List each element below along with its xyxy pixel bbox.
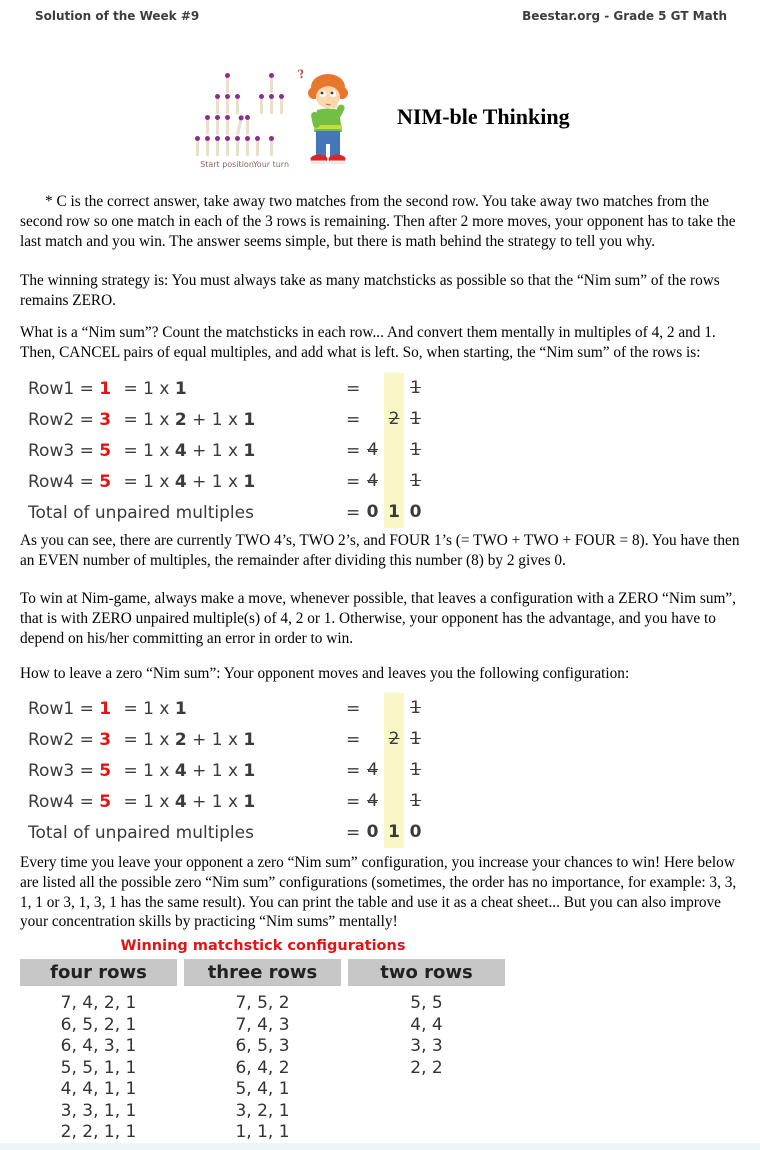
total-fours: 0 [366,502,379,522]
configuration-cell: 3, 3, 1, 1 [60,1100,137,1121]
expr-text: 1 x [143,440,175,461]
table-title: Winning matchstick configurations [120,938,406,954]
equals-sign: = [118,378,144,399]
configuration-cell: 3, 2, 1 [235,1100,290,1121]
fours-cell: 4 [367,760,378,780]
matchstick-icon [260,98,263,114]
multiple-value: 1 [243,791,256,812]
configuration-cell: 7, 4, 3 [235,1014,290,1035]
ones-cell: 1 [410,471,421,491]
total-ones: 0 [409,502,422,522]
expr-text: + 1 x [186,760,244,781]
row-count: 5 [99,791,112,812]
matchstick-icon [196,140,199,156]
total-label-text: Total of unpaired multiples [28,822,254,843]
nim-row-1 [28,373,473,404]
multiple-value: 2 [174,729,187,750]
nim-cancel-columns [346,373,424,404]
configuration-cell: 5, 5, 1, 1 [60,1057,137,1078]
fours-cell: 4 [367,440,378,460]
multiple-value: 2 [174,409,187,430]
column-header: two rows [348,959,505,986]
nim-cancel-columns [346,786,424,817]
equals-sign: = [346,729,361,750]
nim-expression [28,410,346,430]
row-label: Row2 = [28,409,100,430]
nim-total-row [28,817,473,848]
row-label: Row3 = [28,440,100,461]
nim-cancel-columns [346,755,424,786]
equals-sign: = [346,471,361,492]
paragraph-winning-strategy: The winning strategy is: You must always take as many matchsticks as possible so that the “Nim sum” of the rows remains ZERO. [20,272,720,309]
expr-text: 1 x [143,760,175,781]
matchstick-icon [206,119,209,135]
paragraph-leave-zero-sum: How to leave a zero “Nim sum”: Your opponent moves and leaves you the following configuration: [20,665,630,682]
row-count: 5 [99,440,112,461]
ones-cell: 1 [410,440,421,460]
twos-cell-highlighted [384,466,404,497]
multiple-value: 4 [174,791,187,812]
nim-expression [28,730,346,750]
nim-cancel-columns [346,404,424,435]
paragraph-configurations-intro: Every time you leave your opponent a zero “Nim sum” configuration, you increase your chances to win! Here below are listed all the possible zero “Nim sum” configurations (sometimes, the order has no importance, for example: 3, 3, 1, 1 or 3, 1, 3, 1 has the same result). You can print the table and use it as a cheat sheet... But you can also improve your concentration skills by practicing “Nim sums” mentally! [20,854,737,931]
row-count: 1 [99,378,112,399]
configuration-cell: 5, 4, 1 [235,1079,290,1099]
row-count: 5 [99,471,112,492]
ones-cell: 1 [410,409,421,429]
expr-text: 1 x [143,409,175,430]
configuration-cell: 4, 4 [410,1014,443,1035]
nim-expression [28,761,346,781]
twos-cell-highlighted [384,373,404,404]
row-label: Row4 = [28,791,100,812]
nim-sum-computation-2 [28,693,473,848]
column-header: three rows [184,959,341,986]
nim-expression [28,379,346,399]
nim-expression [28,699,346,719]
configuration-cell: 6, 5, 2, 1 [60,1014,137,1035]
start-position-caption: Start position [200,160,254,169]
equals-sign: = [346,440,361,461]
equals-sign: = [346,822,361,843]
nim-cancel-columns [346,435,424,466]
twos-cell-highlighted: 2 [384,724,404,755]
configuration-cell: 2, 2, 1, 1 [60,1122,137,1142]
fours-cell [364,724,381,755]
fours-cell [364,693,381,724]
row-label: Row2 = [28,729,100,750]
expr-text: + 1 x [186,791,244,812]
ones-cell: 1 [410,698,421,718]
equals-sign: = [118,409,144,430]
paragraph-answer: * C is the correct answer, take away two matches from the second row. You take away two matches from the second row so one match in each of the 3 rows is remaining. Then after 2 more moves, your opponent has to take the last match and you win. The answer seems simple, but there is math behind the strategy to tell you why. [20,193,736,250]
twos-cell-highlighted [384,693,404,724]
matchstick-icon [236,140,239,156]
thinking-boy-illustration [292,68,358,170]
equals-sign: = [118,729,144,750]
multiple-value: 1 [243,729,256,750]
fours-cell: 4 [367,791,378,811]
total-ones: 0 [409,822,422,842]
configuration-cell: 5, 5 [410,993,443,1013]
expr-text: 1 x [143,378,175,399]
equals-sign: = [118,791,144,812]
column-four-rows [20,959,177,1144]
equals-sign: = [346,791,361,812]
nim-sum-computation-1 [28,373,473,528]
row-label: Row3 = [28,760,100,781]
column-two-rows [348,959,505,1144]
equals-sign: = [118,698,144,719]
multiple-value: 4 [174,440,187,461]
ones-cell: 1 [410,760,421,780]
expr-text: 1 x [143,471,175,492]
total-label-text: Total of unpaired multiples [28,502,254,523]
multiple-value: 4 [174,760,187,781]
paragraph-how-to-win: To win at Nim-game, always make a move, whenever possible, that leaves a configuration with a ZERO “Nim sum”, that is with ZERO unpaired multiple(s) of 4, 2 or 1. Otherwise, your opponent has the advantage, and you have to depend on his/her committing an error in order to win. [20,590,736,647]
paragraph-nim-sum-definition: What is a “Nim sum”? Count the matchsticks in each row... And convert them mentally in multiples of 4, 2 and 1. Then, CANCEL pairs of equal multiples, and add what is left. So, when starting, the “Nim sum” of the rows is: [20,324,716,361]
nim-expression [28,472,346,492]
column-values [184,993,341,1144]
matchstick-icon [270,77,273,93]
row-count: 1 [99,698,112,719]
nim-cancel-columns [346,724,424,755]
your-turn-caption: Your turn [252,160,290,169]
ones-cell: 1 [410,791,421,811]
matchstick-icon [226,119,229,135]
fours-cell: 4 [367,471,378,491]
expr-text: 1 x [143,698,175,719]
nim-row-1 [28,693,473,724]
header-right-title: Beestar.org - Grade 5 GT Math [522,9,727,23]
configuration-cell: 7, 4, 2, 1 [60,993,137,1013]
equals-sign: = [346,409,361,430]
multiple-value: 1 [243,760,256,781]
configuration-cell: 7, 5, 2 [235,993,290,1013]
equals-sign: = [346,378,361,399]
row-label: Row4 = [28,471,100,492]
matchstick-icon [270,98,273,114]
twos-cell-highlighted [384,786,404,817]
column-values [348,993,505,1079]
matchstick-icon [226,140,229,156]
configuration-cell: 3, 3 [410,1036,443,1056]
column-three-rows [184,959,341,1144]
nim-expression [28,792,346,812]
expr-text: + 1 x [186,729,244,750]
nim-row-4 [28,786,473,817]
total-label [28,503,346,523]
total-fours: 0 [366,822,379,842]
equals-sign: = [118,440,144,461]
winning-configurations-table [20,938,506,1144]
multiple-value: 1 [243,440,256,461]
multiple-value: 1 [174,698,187,719]
matchstick-row [248,114,294,135]
matchstick-icon [236,119,242,135]
expr-text: 1 x [143,791,175,812]
expr-text: 1 x [143,729,175,750]
row-label: Row1 = [28,378,100,399]
nim-cancel-columns [346,466,424,497]
nim-row-4 [28,466,473,497]
multiple-value: 4 [174,471,187,492]
configuration-cell: 4, 4, 1, 1 [60,1079,137,1099]
matchstick-icon [216,98,219,114]
multiple-value: 1 [243,409,256,430]
equals-sign: = [346,760,361,781]
matchstick-icon [280,98,283,114]
matchstick-icon [206,140,209,156]
row-label: Row1 = [28,698,100,719]
ones-cell: 1 [410,729,421,749]
configuration-cell: 6, 4, 2 [235,1057,290,1078]
nim-row-2 [28,404,473,435]
twos-cell-highlighted [384,435,404,466]
column-header: four rows [20,959,177,986]
configuration-cell: 6, 5, 3 [235,1036,290,1056]
multiple-value: 1 [243,471,256,492]
your-turn-illustration [248,72,294,169]
configuration-cell: 6, 4, 3, 1 [60,1036,137,1056]
matchstick-icon [216,140,219,156]
matchstick-row [248,72,294,93]
your-turn-matches [248,72,294,156]
header-left-title: Solution of the Week #9 [35,9,200,23]
matchstick-icon [226,98,229,114]
equals-sign: = [346,502,361,523]
matchstick-row [248,93,294,114]
nim-total-columns [346,497,424,528]
nim-expression [28,441,346,461]
total-label [28,823,346,843]
twos-cell-highlighted [384,755,404,786]
matchstick-row [248,135,294,156]
total-twos-highlighted: 1 [384,817,404,848]
page-bottom-divider [0,1143,760,1150]
matchstick-icon [236,98,239,114]
nim-row-3 [28,755,473,786]
matchstick-icon [216,119,219,135]
fours-cell [364,373,381,404]
configuration-cell: 2, 2 [410,1057,443,1078]
row-count: 3 [99,729,112,750]
nim-row-3 [28,435,473,466]
nim-total-columns [346,817,424,848]
equals-sign: = [118,760,144,781]
paragraph-multiples-count: As you can see, there are currently TWO 4’s, TWO 2’s, and FOUR 1’s (= TWO + TWO + FOUR = 8). You have then an EVEN number of multiples, the remainder after dividing this number (8) by 2 gives 0. [20,532,740,569]
expr-text: + 1 x [186,471,244,492]
multiple-value: 1 [174,378,187,399]
nim-total-row [28,497,473,528]
total-twos-highlighted: 1 [384,497,404,528]
page-header [0,9,760,23]
question-mark: ? [296,65,306,82]
nim-row-2 [28,724,473,755]
equals-sign: = [346,698,361,719]
configuration-cell: 1, 1, 1 [235,1122,290,1142]
equals-sign: = [118,471,144,492]
expr-text: + 1 x [186,409,244,430]
matchstick-icon [270,140,273,156]
row-count: 5 [99,760,112,781]
matchstick-icon [226,77,229,93]
row-count: 3 [99,409,112,430]
page-title: NIM-ble Thinking [397,104,570,129]
twos-cell-highlighted: 2 [384,404,404,435]
ones-cell: 1 [410,378,421,398]
expr-text: + 1 x [186,440,244,461]
fours-cell [364,404,381,435]
nim-cancel-columns [346,693,424,724]
column-values [20,993,177,1144]
